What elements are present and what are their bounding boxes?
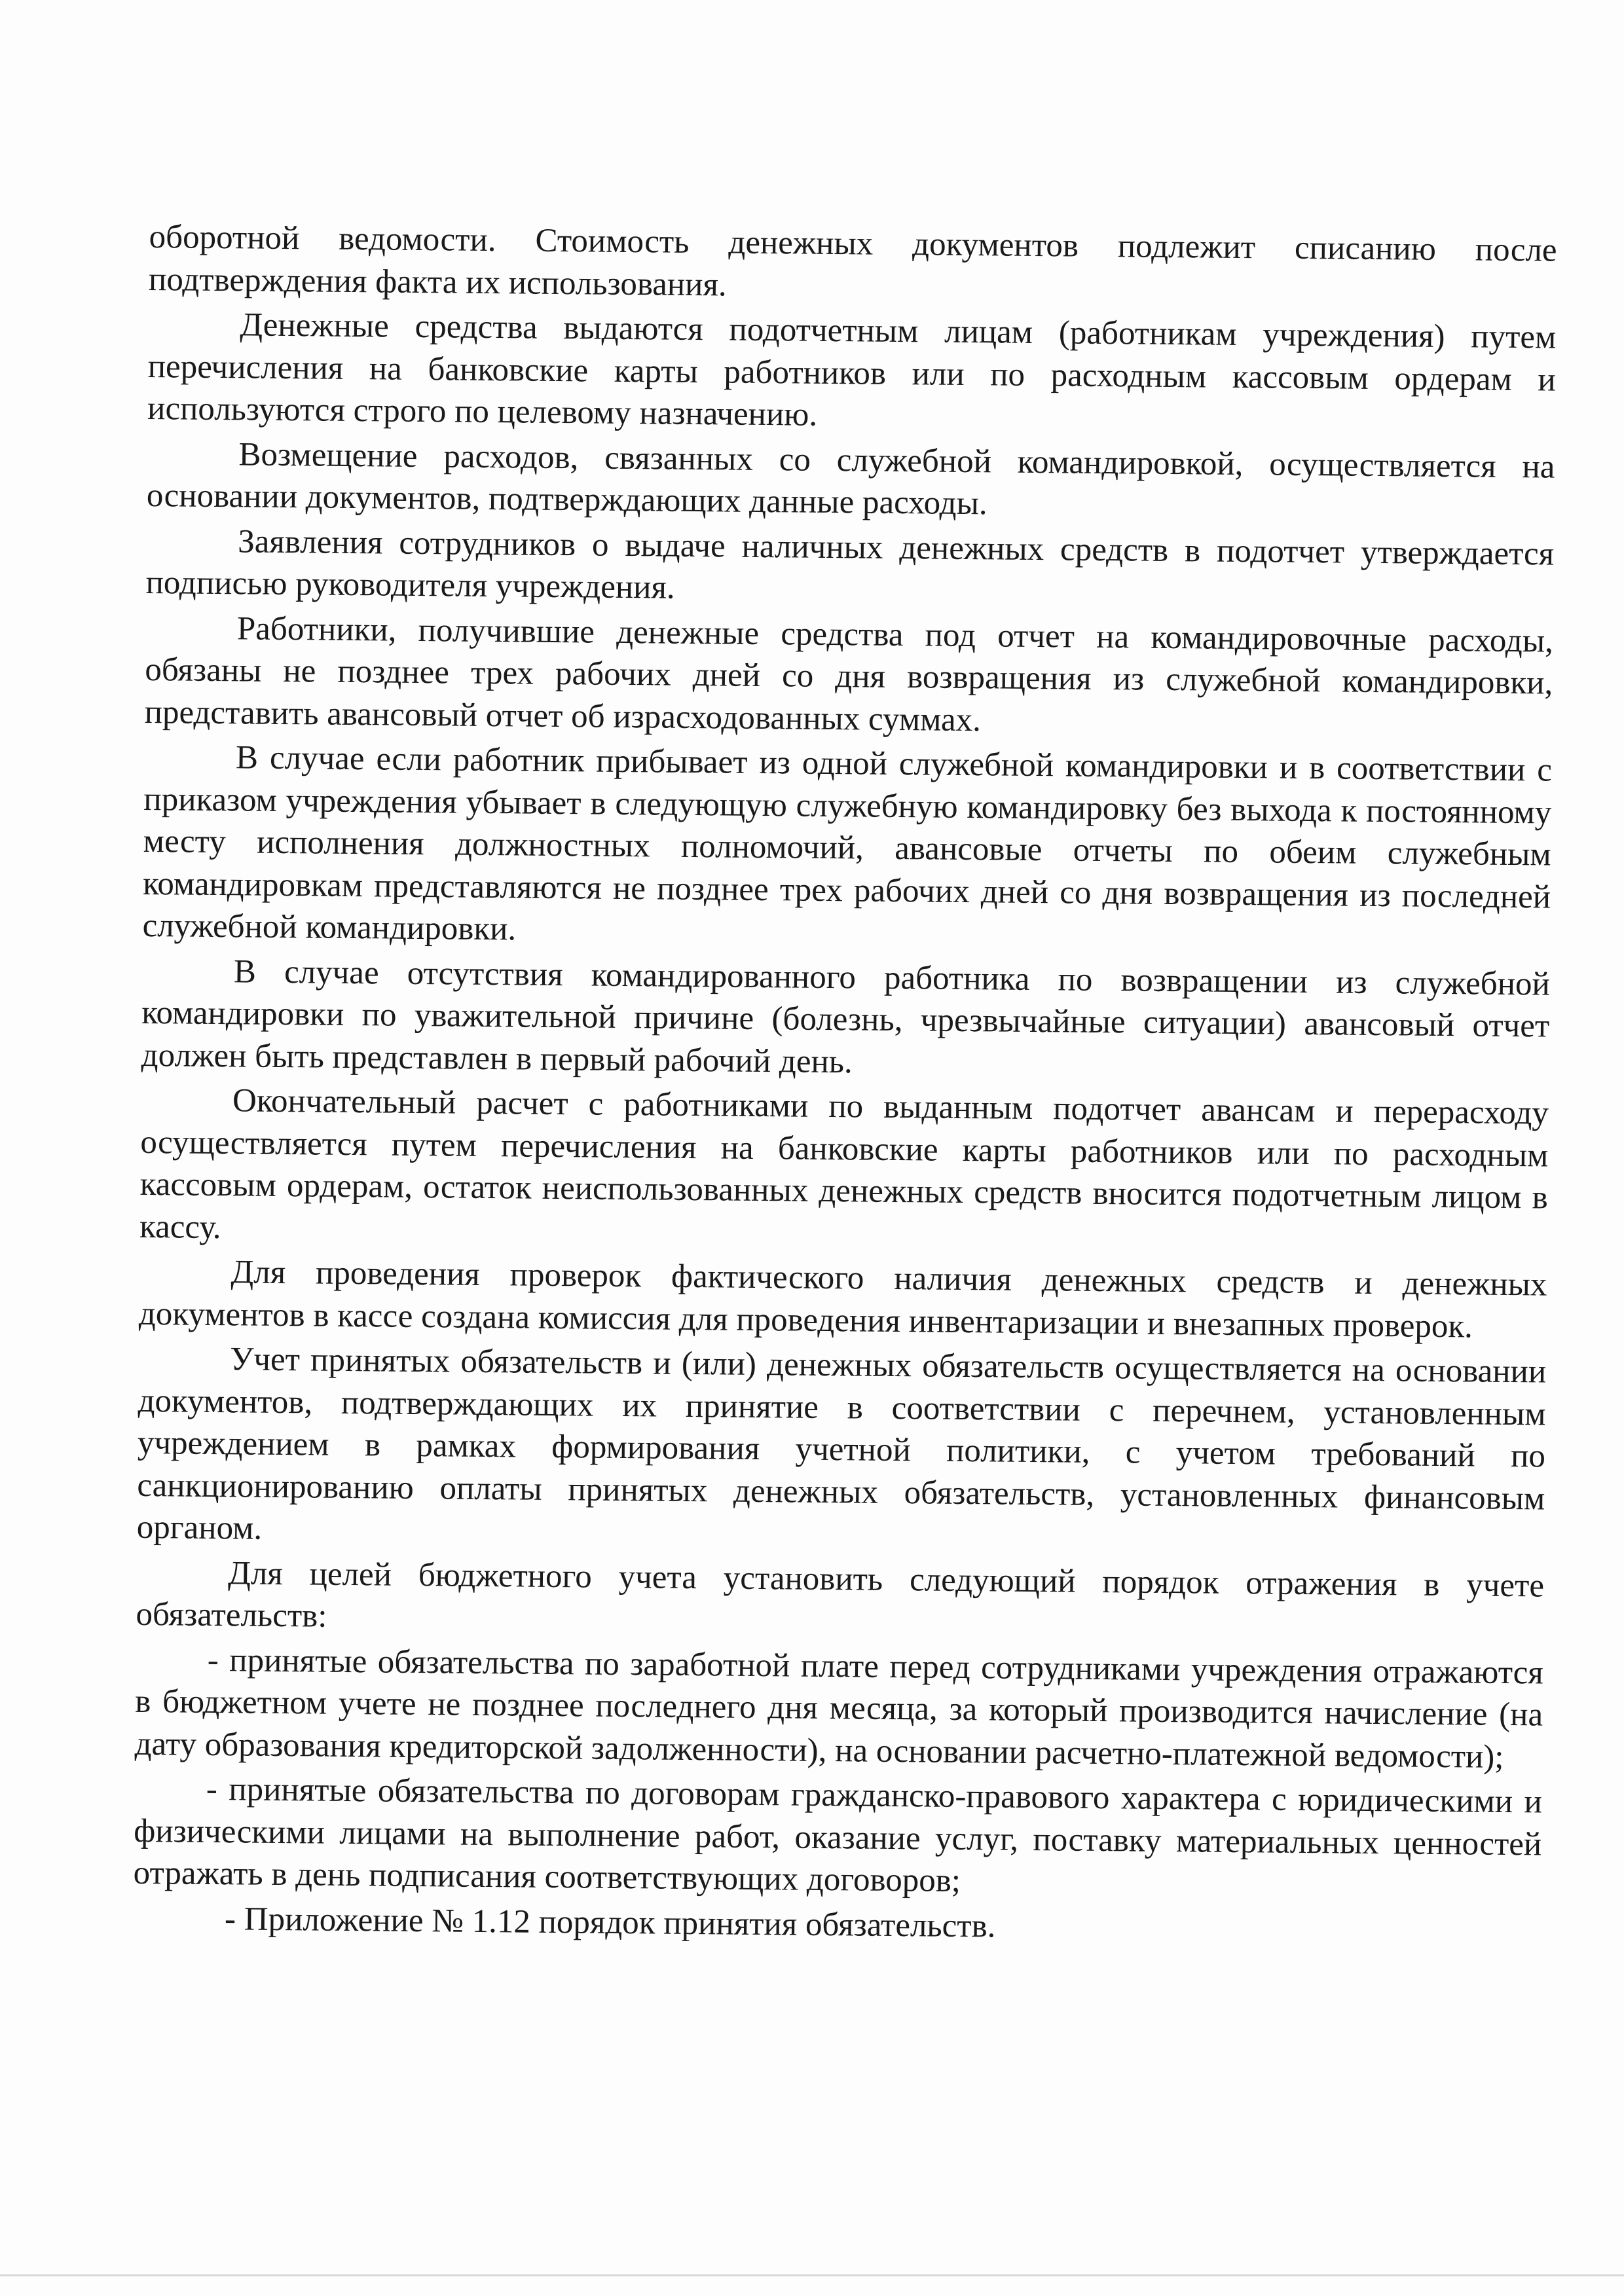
list-item-contract-obligations: - принятые обязательства по договорам гражданско-правового характера с юридическими и физическими лицами на выполнение работ, оказание услуг, поставку материальных ценностей отражать в день подписания соответствующих договоров; xyxy=(133,1770,1543,1900)
list-item-salary-obligations: - принятые обязательства по заработной плате перед сотрудниками учреждения отражаются в бюджетном учете не позднее последнего дня месяца, за который производится начисление (на дату образования кредиторской задолженности), на основании расчетно-платежной ведомости); xyxy=(134,1641,1544,1776)
paragraph-advance-report: Работники, получившие денежные средства под отчет на командировочные расходы, обязаны не позднее трех рабочих дней со дня возвращения из служебной командировки, представить авансовый отчет об израсходованных суммах. xyxy=(144,610,1554,738)
paragraph-continuation: оборотной ведомости. Стоимость денежных документов подлежит списанию после подтверждения факта их использования. xyxy=(148,218,1557,303)
list-item-appendix: - Приложение № 1.12 порядок принятия обязательств. xyxy=(224,1900,996,1945)
document-body xyxy=(133,216,1557,1956)
paragraph-consecutive-trips: В случае если работник прибывает из одной служебной командировки и в соответствии с приказом учреждения убывает в следующую служебную командировку без выхода к постоянному месту исполнения должностных полномочий, авансовые отчеты по обеим служебным командировкам представляются не позднее трех рабочих дней со дня возвращения из последней служебной командировки. xyxy=(142,739,1553,948)
paragraph-obligations-procedure: Для целей бюджетного учета установить следующий порядок отражения в учете обязательств: xyxy=(136,1554,1545,1635)
paragraph-obligations-accounting: Учет принятых обязательств и (или) денежных обязательств осуществляется на основании документов, подтверждающих их принятие в соответствии с перечнем, установленным учреждением в рамках формирования учетной политики, с учетом требований по санкционированию оплаты принятых денежных обязательств, установленных финансовым органом. xyxy=(136,1341,1547,1547)
paragraph-travel-reimbursement: Возмещение расходов, связанных со служебной командировкой, осуществляется на основании документов, подтверждающих данные расходы. xyxy=(146,435,1555,522)
paragraph-absence: В случае отсутствия командированного работника по возвращении из служебной командировки по уважительной причине (болезнь, чрезвычайные ситуации) авансовый отчет должен быть представлен в первый рабочий день. xyxy=(141,953,1551,1080)
paragraph-employee-requests: Заявления сотрудников о выдаче наличных денежных средств в подотчет утверждается подписью руководителя учреждения. xyxy=(145,522,1555,606)
scan-edge-line xyxy=(0,2274,1624,2276)
paragraph-cash-issuance: Денежные средства выдаются подотчетным лицам (работникам учреждения) путем перечисления на банковские карты работников или по расходным кассовым ордерам и используются строго по целевому назначению. xyxy=(147,306,1557,433)
paragraph-inventory-commission: Для проведения проверок фактического наличия денежных средств и денежных документов в кассе создана комиссия для проведения инвентаризации и внезапных проверок. xyxy=(138,1254,1547,1345)
paragraph-final-settlement: Окончательный расчет с работниками по выданным подотчет авансам и перерасходу осуществляется путем перечисления на банковские карты работников или по расходным кассовым ордерам, остаток неиспользованных денежных средств вносится подотчетным лицом в кассу. xyxy=(139,1082,1549,1246)
